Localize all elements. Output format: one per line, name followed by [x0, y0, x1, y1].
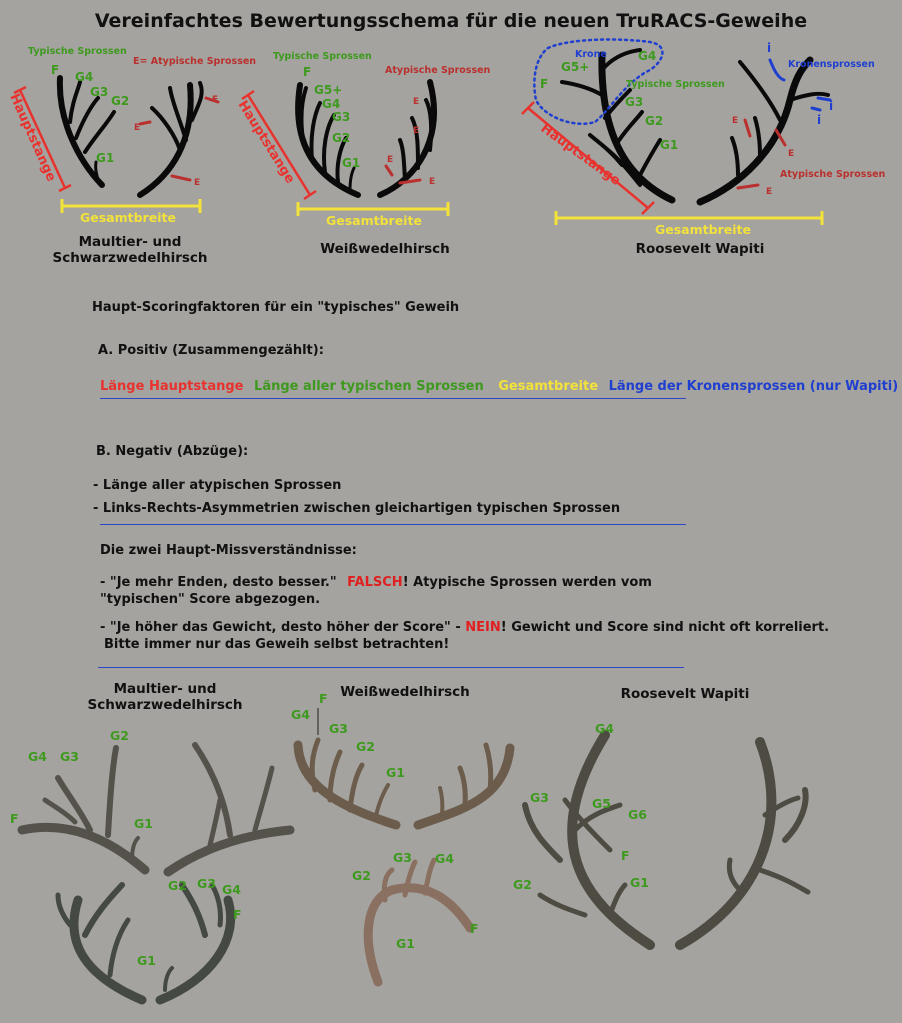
elk-tine-f: F: [540, 77, 549, 91]
elk-crown-mark-3: i: [817, 113, 822, 127]
photo-mule-bottom-f: F: [233, 907, 242, 922]
mule-legend-atypical: E= Atypische Sprossen: [133, 56, 257, 67]
photo-mule-top-right-tine-3: [210, 800, 220, 845]
photo-elk-g2: G2: [513, 877, 532, 892]
whitetail-tine-g3: G3: [332, 110, 351, 124]
elk-crown-mark-1: i: [767, 41, 772, 55]
elk-atypical-mark-3: E: [766, 187, 773, 197]
photo-elk-left-tine-5: [540, 895, 585, 915]
photo-elk-f: F: [621, 848, 630, 863]
photo-mule-bottom-left-tine-3: [58, 895, 70, 925]
photo-mule-bottom-g4: G4: [222, 882, 241, 897]
mule-atypical-mark-1: E: [212, 95, 219, 105]
misconception-2-text: ! Gewicht und Score sind nicht oft korreliert.: [500, 620, 830, 635]
negative-asymmetry: - Links-Rechts-Asymmetrien zwischen gleichartigen typischen Sprossen: [93, 501, 621, 516]
photo-mule-top-left-tine-2: [108, 748, 116, 835]
photo-elk-g5: G5: [592, 796, 611, 811]
negative-heading: B. Negativ (Abzüge):: [96, 444, 249, 459]
elk-tine-g2: G2: [645, 114, 664, 128]
photo-elk-g1: G1: [630, 875, 649, 890]
photo-mule-top-left-tine-3: [45, 800, 75, 822]
mule-tine-g3: G3: [90, 85, 109, 99]
whitetail-main-beam-label: Hauptstange: [234, 98, 298, 187]
positive-spread: Gesamtbreite: [498, 379, 599, 394]
positive-heading: A. Positiv (Zusammengezählt):: [98, 343, 324, 358]
mule-legend-typical: Typische Sprossen: [28, 46, 127, 57]
mule-tine-f: F: [51, 63, 60, 77]
mule-atypical-mark-2: E: [134, 123, 141, 133]
photo-mule-bottom-g1: G1: [137, 953, 156, 968]
caption-elk: Roosevelt Wapiti: [635, 241, 765, 257]
elk-tine-g3: G3: [625, 95, 644, 109]
photo-whitetail-top-g1: G1: [386, 765, 405, 780]
photo-mule-bottom-g3: G3: [197, 876, 216, 891]
photo-mule-bottom-g2: G2: [168, 878, 187, 893]
whitetail-tine-g4: G4: [322, 97, 341, 111]
elk-tine-g5: G5+: [561, 60, 590, 74]
photo-elk-right-beam: [680, 742, 771, 945]
photo-whitetail-top-right-tine-3: [440, 788, 442, 815]
photo-elk-g4: G4: [595, 721, 614, 736]
misconceptions-heading: Die zwei Haupt-Missverständnisse:: [100, 543, 357, 558]
photo-whitetail-bottom-g3: G3: [393, 850, 412, 865]
photo-whitetail-bottom-g2: G2: [352, 868, 371, 883]
photo-mule-bottom-left-tine-2: [110, 920, 128, 975]
whitetail-legend-atypical: Atypische Sprossen: [385, 65, 491, 76]
page-title: Vereinfachtes Bewertungsschema für die neuen TruRACS-Geweihe: [94, 10, 808, 32]
photo-caption-whitetail: Weißwedelhirsch: [340, 684, 470, 700]
elk-atypical-mark-1: E: [732, 116, 739, 126]
photo-caption-mule: Maultier- und Schwarzwedelhirsch: [87, 681, 243, 713]
whitetail-atypical-mark-3: E: [387, 155, 394, 165]
photo-mule-top-g4: G4: [28, 749, 47, 764]
photo-elk-left-tine-1: [525, 805, 560, 860]
photo-mule-top-g3: G3: [60, 749, 79, 764]
elk-legend-typical: Typische Sprossen: [626, 79, 725, 90]
whitetail-spread-label: Gesamtbreite: [326, 213, 422, 228]
misconception-2-quote: - "Je höher das Gewicht, desto höher der Score" -: [100, 620, 461, 635]
elk-tine-g1: G1: [660, 138, 679, 152]
mule-tine-g1: G1: [96, 151, 115, 165]
photo-caption-elk: Roosevelt Wapiti: [620, 686, 750, 702]
misconception-1-quote: - "Je mehr Enden, desto besser.": [100, 575, 337, 590]
photo-whitetail-top-left-tine-4: [375, 785, 388, 820]
caption-mule: Maultier- und Schwarzwedelhirsch: [52, 234, 208, 266]
photo-elk-left-tine-4: [610, 885, 625, 915]
photo-elk-g6: G6: [628, 807, 647, 822]
photo-mule-bottom-right-tine-2: [212, 885, 221, 925]
mule-spread-label: Gesamtbreite: [80, 210, 176, 225]
negative-atypical: - Länge aller atypischen Sprossen: [93, 478, 342, 493]
mule-main-beam-label: Hauptstange: [6, 91, 59, 184]
photo-whitetail-bottom-g4: G4: [435, 851, 454, 866]
whitetail-tine-g5: G5+: [314, 83, 343, 97]
whitetail-atypical-mark-2: E: [413, 126, 420, 136]
photo-whitetail-top-left-tine-2: [330, 752, 340, 800]
elk-crown-tines-label: Kronensprossen: [788, 59, 875, 70]
photo-whitetail-top-left-tine-3: [350, 765, 362, 810]
whitetail-tine-f: F: [303, 65, 312, 79]
photo-mule-top-g2: G2: [110, 728, 129, 743]
photo-mule-bottom-left-tine-1: [85, 885, 122, 935]
photo-elk-right-tine-3: [729, 860, 740, 890]
photo-mule-top-right-tine-1: [195, 745, 230, 835]
photo-whitetail-top-right-tine-1: [486, 745, 491, 790]
misconception-2-line2: Bitte immer nur das Geweih selbst betrachten!: [104, 637, 450, 652]
scoring-heading: Haupt-Scoringfaktoren für ein "typisches" Geweih: [92, 300, 460, 315]
photo-mule-bottom-left-beam: [74, 900, 142, 1000]
whitetail-tine-g2: G2: [332, 131, 351, 145]
elk-crown-label: Krone: [575, 49, 607, 60]
positive-typical-tines: Länge aller typischen Sprossen: [254, 379, 484, 394]
elk-tine-g4: G4: [638, 49, 657, 63]
elk-legend-atypical: Atypische Sprossen: [780, 169, 886, 180]
mule-tine-g4: G4: [75, 70, 94, 84]
misconception-1-flag: FALSCH: [347, 575, 403, 590]
misconception-1-line2: "typischen" Score abgezogen.: [100, 592, 321, 607]
photo-mule-top-f: F: [10, 811, 19, 826]
elk-crown-mark-2: i: [829, 99, 834, 113]
whitetail-tine-g1: G1: [342, 156, 361, 170]
photo-mule-bottom-right-g1: [165, 968, 172, 990]
photo-whitetail-bottom-f: F: [470, 921, 479, 936]
positive-crown-tines: Länge der Kronensprossen (nur Wapiti): [608, 379, 899, 394]
photo-elk-g3: G3: [530, 790, 549, 805]
photo-whitetail-top-right-tine-2: [460, 768, 465, 805]
mule-tine-g2: G2: [111, 94, 130, 108]
photo-mule-top-right-tine-2: [255, 768, 272, 830]
misconception-2-flag: NEIN: [465, 620, 501, 635]
whitetail-atypical-mark-4: E: [429, 177, 436, 187]
mule-atypical-mark-3: E: [194, 178, 201, 188]
elk-spread-label: Gesamtbreite: [655, 222, 751, 237]
caption-whitetail: Weißwedelhirsch: [320, 241, 450, 257]
misconception-1-text: ! Atypische Sprossen werden vom: [402, 575, 652, 590]
elk-atypical-mark-2: E: [788, 149, 795, 159]
positive-main-beam: Länge Hauptstange: [100, 379, 244, 394]
photo-whitetail-top-f: F: [319, 691, 328, 706]
elk-main-beam-label: Hauptstange: [537, 121, 623, 189]
photo-mule-top-g1: G1: [134, 816, 153, 831]
photo-whitetail-top-g2: G2: [356, 739, 375, 754]
photo-whitetail-top-g4: G4: [291, 707, 310, 722]
photo-mule-top-left-beam: [22, 827, 145, 870]
photo-whitetail-top-g3: G3: [329, 721, 348, 736]
photo-whitetail-bottom-g1: G1: [396, 936, 415, 951]
whitetail-legend-typical: Typische Sprossen: [273, 51, 372, 62]
whitetail-atypical-mark-1: E: [413, 97, 420, 107]
photo-elk-right-tine-4: [760, 870, 808, 892]
